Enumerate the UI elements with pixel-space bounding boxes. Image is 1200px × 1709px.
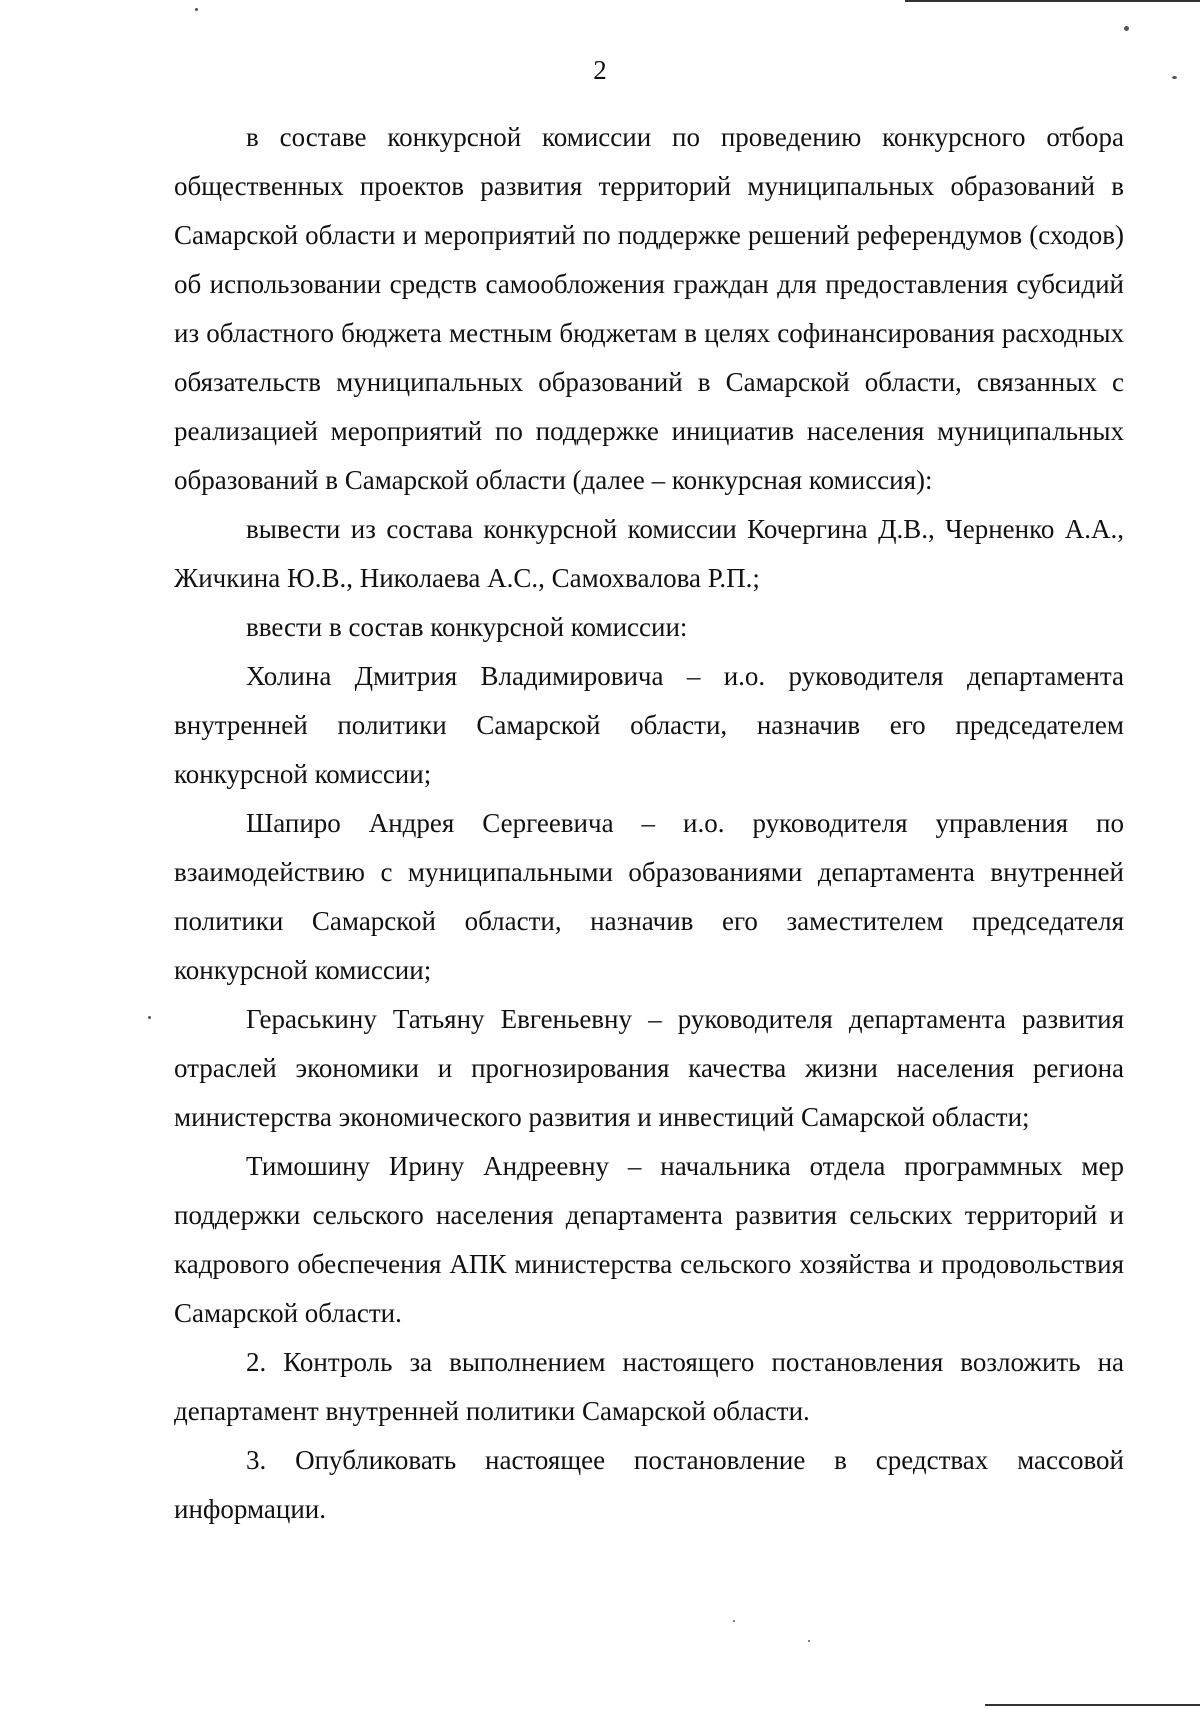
paragraph-control-clause: 2. Контроль за выполнением настоящего постановления возложить на департамент внутренней политики Самарской области. <box>174 1347 1124 1426</box>
paragraph-member-geraskina: Гераськину Татьяну Евгеньевну – руководителя департамента развития отраслей экономики и прогнозирования качества жизни населения региона министерства экономического развития и инвестиций Самарской области; <box>174 1004 1124 1132</box>
document-body <box>174 113 1124 1534</box>
scan-edge-line-bottom <box>985 1704 1200 1706</box>
paragraph-remove-members: вывести из состава конкурсной комиссии Кочергина Д.В., Черненко А.А., Жичкина Ю.В., Николаева А.С., Самохвалова Р.П.; <box>174 514 1124 593</box>
scan-speck <box>195 8 198 11</box>
paragraph-member-timoshina: Тимошину Ирину Андреевну – начальника отдела программных мер поддержки сельского населения департамента развития сельских территорий и кадрового обеспечения АПК министерства сельского хозяйства и продовольствия Самарской области. <box>174 1151 1124 1328</box>
scan-speck <box>1172 76 1177 79</box>
scan-speck <box>1124 26 1129 31</box>
scan-edge-line-top <box>905 0 1200 2</box>
paragraph-member-kholin: Холина Дмитрия Владимировича – и.о. руководителя департамента внутренней политики Самарской области, назначив его председателем конкурсной комиссии; <box>174 661 1124 789</box>
paragraph-publication-clause: 3. Опубликовать настоящее постановление в средствах массовой информации. <box>174 1445 1124 1524</box>
paragraph-commission-composition: в составе конкурсной комиссии по проведению конкурсного отбора общественных проектов развития территорий муниципальных образований в Самарской области и мероприятий по поддержке решений референдумов (сходов) об использовании средств самообложения граждан для предоставления субсидий из областного бюджета местным бюджетам в целях софинансирования расходных обязательств муниципальных образований в Самарской области, связанных с реализацией мероприятий по поддержке инициатив населения муниципальных образований в Самарской области (далее – конкурсная комиссия): <box>174 122 1124 495</box>
paragraph-member-shapiro: Шапиро Андрея Сергеевича – и.о. руководителя управления по взаимодействию с муниципальными образованиями департамента внутренней политики Самарской области, назначив его заместителем председателя конкурсной комиссии; <box>174 808 1124 985</box>
scan-speck <box>808 1640 810 1642</box>
scan-speck <box>733 1620 735 1622</box>
paragraph-add-members: ввести в состав конкурсной комиссии: <box>246 612 688 642</box>
page-number: 2 <box>593 55 607 85</box>
scan-speck <box>148 1016 151 1019</box>
